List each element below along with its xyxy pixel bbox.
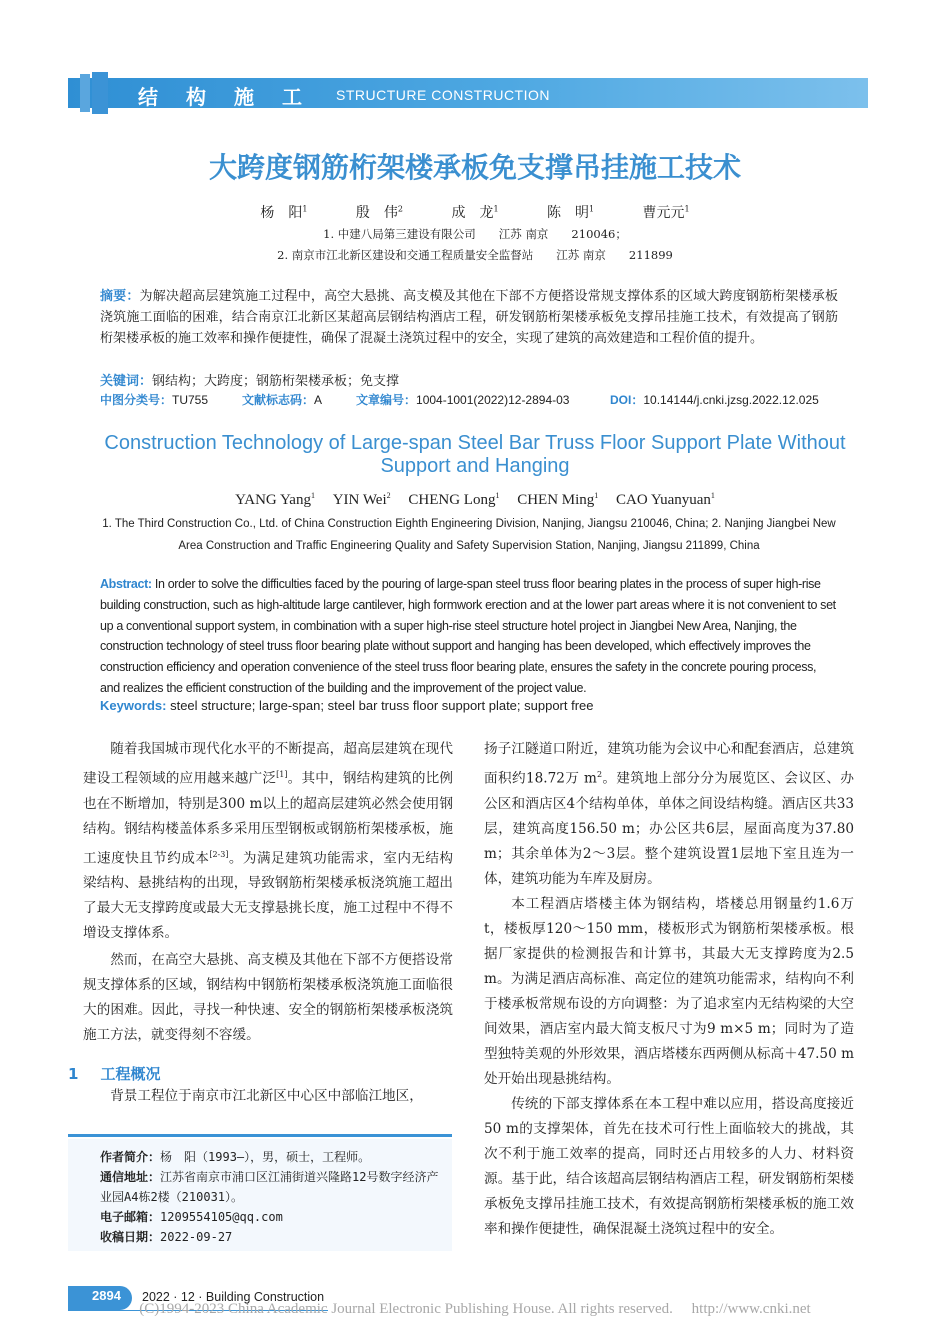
paragraph: 本工程酒店塔楼主体为钢结构，塔楼总用钢量约1.6万 t，楼板厚120～150 mm，楼板形式为钢筋桁架楼承板。根据厂家提供的检测报告和计算书，其最大无支撑跨度为2.5 m。为满足酒店高标准、高定位的建筑功能需求，结构向不利于楼承板常规布设的方向调整：为了追求室内无结构梁的大空间效果，酒店室内最大简支板尺寸为9 m×5 m；同时为了造型独特美观的外形效果，酒店塔楼东西两侧从标高＋47.50 m处开始出现悬挑结构。 xyxy=(484,895,854,1087)
author-en: YIN Wei$^2$ xyxy=(332,491,391,508)
author-info: 作者简介：杨 阳（1993—），男，硕士，工程师。 通信地址：江苏省南京市浦口区江浦街道兴隆路12号数字经济产业园A4栋2楼（210031）。 电子邮箱：1209554105@qq.com 收稿日期：2022-09-27 xyxy=(100,1150,439,1244)
keywords-cn: 关键词：钢结构；大跨度；钢筋桁架楼承板；免支撑 xyxy=(100,374,400,389)
copyright-watermark: (C)1994-2023 China Academic Journal Electronic Publishing House. All rights reserved. http://www.cnki.net xyxy=(139,1301,811,1317)
doi-link[interactable]: 10.14144/j.cnki.jzsg.2022.12.025 xyxy=(643,393,819,407)
author-en: CHENG Long$^1$ xyxy=(408,491,500,508)
author-cn: 陈 明$^1$ xyxy=(547,204,595,221)
body-left-column xyxy=(83,737,453,1048)
abstract-cn xyxy=(100,286,838,349)
section-title-en: STRUCTURE CONSTRUCTION xyxy=(336,87,550,103)
paragraph: 扬子江隧道口附近，建筑功能为会议中心和配套酒店，总建筑面积约18.72万 $m^2$。建筑地上部分分为展览区、会议区、办公区和酒店区4个结构单体，单体之间设结构缝。酒店区共33层，建筑高度156.50 m；办公区共6层，屋面高度为37.80 m；其余单体为2～3层。整个建筑设置1层地下室且连为一体，建筑功能为车库及厨房。 xyxy=(484,741,854,887)
paragraph: 背景工程位于南京市江北新区中心区中部临江地区， xyxy=(110,1088,423,1104)
abstract-cn-text: 为解决超高层建筑施工过程中，高空大悬挑、高支模及其他在下部不方便搭设常规支撑体系的区域大跨度钢筋桁架楼承板浇筑施工面临的困难，结合南京江北新区某超高层钢结构酒店工程，研发钢筋桁架楼承板免支撑吊挂施工技术，有效提高了钢筋桁架楼承板的施工效率和操作便捷性，确保了混凝土浇筑过程中的安全，实现了建筑的高效建造和工程价值的提升。 xyxy=(100,289,838,346)
paragraph: 传统的下部支撑体系在本工程中难以应用，搭设高度接近50 m的支撑架体，首先在技术可行性上面临较大的挑战，其次不利于施工效率的提高，同时还占用较多的人力、材料资源。基于此，结合该超高层钢结构酒店工程，研发钢筋桁架楼承板免支撑吊挂施工技术，有效提高钢筋桁架楼承板的施工效率和操作便捷性，确保混凝土浇筑过程中的安全。 xyxy=(484,1095,854,1237)
header-tab-accent xyxy=(92,72,108,114)
keywords-en: Keywords: steel structure; large-span; steel bar truss floor support plate; support free xyxy=(100,698,594,713)
affiliation-cn-2: 2. 南京市江北新区建设和交通工程质量安全监督站 江苏 南京 211899 xyxy=(277,248,673,262)
author-en: YANG Yang$^1$ xyxy=(235,491,315,508)
authors-cn xyxy=(0,202,950,222)
author-en: CAO Yuanyuan$^1$ xyxy=(616,491,715,508)
author-cn: 殷 伟$^2$ xyxy=(355,204,403,221)
abstract-cn-label: 摘要： xyxy=(100,289,140,304)
author-cn: 成 龙$^1$ xyxy=(451,204,499,221)
paper-title-cn: 大跨度钢筋桁架楼承板免支撑吊挂施工技术 xyxy=(208,151,741,184)
author-cn: 曹元元$^1$ xyxy=(642,204,690,221)
body-left-column-cont xyxy=(83,1084,453,1109)
author-en: CHEN Ming$^1$ xyxy=(517,491,599,508)
paragraph: 然而，在高空大悬挑、高支模及其他在下部不方便搭设常规支撑体系的区域，钢结构中钢筋桁架楼承板浇筑施工面临很大的困难。因此，寻找一种快速、安全的钢筋桁架楼承板浇筑施工方法，就变得刻不容缓。 xyxy=(83,952,453,1044)
header-tab-accent xyxy=(80,74,90,112)
journal-footer: 2022 · 12 · Building Construction xyxy=(142,1290,325,1304)
section-title-cn: 结构施工 xyxy=(138,85,330,109)
paper-title-en: Construction Technology of Large-span Steel Bar Truss Floor Support Plate Without Support and Hanging xyxy=(104,432,846,477)
section-heading: 1 工程概况 xyxy=(68,1065,161,1083)
abstract-en: Abstract: In order to solve the difficulties faced by the pouring of large-span steel truss floor bearing plates in the process of super high-rise building construction, such as high-altitude large cantilever, high formwork erection and at the lower part areas where it is not convenient to set up a conventional support system, in combination with a super high-rise steel structure hotel project in Jiangbei New Area, Nanjing, the construction technology of steel truss floor bearing plate without support and hanging has been developed, which effectively improves the construction efficiency and operation convenience of the steel truss floor bearing plate, ensures the safety in the concrete pouring process, and realizes the efficient construction of the building and the improvement of the project value. xyxy=(100,577,836,695)
page-number: 2894 xyxy=(92,1288,121,1303)
affiliation-cn-1: 1. 中建八局第三建设有限公司 江苏 南京 210046； xyxy=(323,227,627,241)
paragraph: 随着我国城市现代化水平的不断提高，超高层建筑在现代建设工程领域的应用越来越广泛[1]。其中，钢结构建筑的比例也在不断增加，特别是300 m以上的超高层建筑必然会使用钢结构。钢结构楼盖体系多采用压型钢板或钢筋桁架楼承板，施工速度快且节约成本[2-3]。为满足建筑功能需求，室内无结构梁结构、悬挑结构的出现，导致钢筋桁架楼承板浇筑施工超出了最大无支撑跨度或最大无支撑悬挑长度，施工过程中不得不增设支撑体系。 xyxy=(83,741,454,942)
body-right-column xyxy=(484,737,854,1242)
affiliations-en: 1. The Third Construction Co., Ltd. of China Construction Eighth Engineering Division, Nanjing, Jiangsu 210046, China; 2. Nanjing Jiangbei New Area Construction and Traffic Engineering Quality and Safety Supervision Station, Nanjing, Jiangsu 211899, China xyxy=(102,518,836,552)
email-link[interactable]: 1209554105@qq.com xyxy=(160,1210,283,1224)
info-box-rule xyxy=(68,1134,452,1137)
authors-en xyxy=(0,491,950,509)
author-cn: 杨 阳$^1$ xyxy=(260,204,308,221)
